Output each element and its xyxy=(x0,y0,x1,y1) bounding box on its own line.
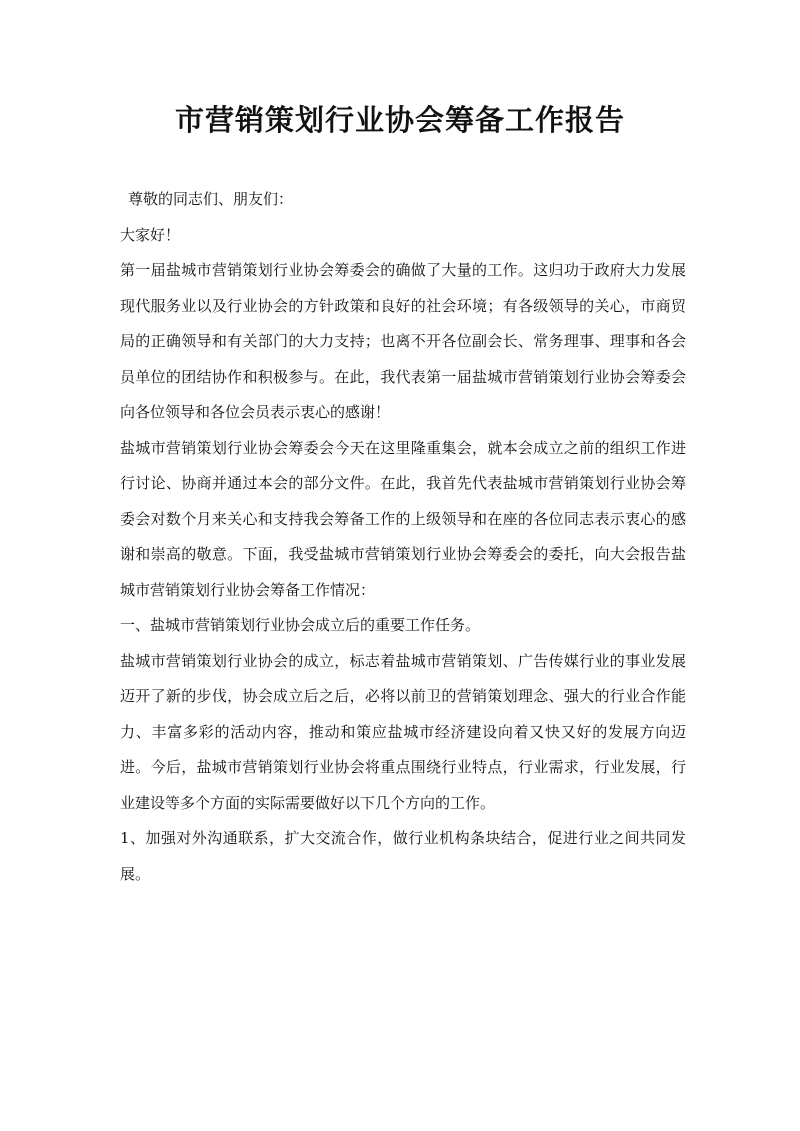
list-item-1: 1、加强对外沟通联系，扩大交流合作，做行业机构条块结合，促进行业之间共同发展。 xyxy=(120,829,686,883)
greeting: 大家好！ xyxy=(120,225,181,244)
document-title: 市营销策划行业协会筹备工作报告 xyxy=(174,103,625,137)
paragraph-acknowledgement: 第一届盐城市营销策划行业协会筹委会的确做了大量的工作。这归功于政府大力发展现代服务业以及行业协会的方针政策和良好的社会环境；有各级领导的关心，市商贸局的正确领导和有关部门的大力支持；也离不开各位副会长、常务理事、理事和各会员单位的团结协作和积极参与。在此，我代表第一届盐城市营销策划行业协会筹委会向各位领导和各位会员表示衷心的感谢！ xyxy=(120,261,686,421)
document-body xyxy=(120,182,686,892)
section-heading-1: 一、盐城市营销策划行业协会成立后的重要工作任务。 xyxy=(120,616,481,634)
salutation: 尊敬的同志们、朋友们： xyxy=(128,190,294,208)
paragraph-association-significance: 盐城市营销策划行业协会的成立，标志着盐城市营销策划、广告传媒行业的事业发展迈开了新的步伐，协会成立后之后，必将以前卫的营销策划理念、强大的行业合作能力、丰富多彩的活动内容，推动和策应盐城市经济建设向着又快又好的发展方向迈进。今后，盐城市营销策划行业协会将重点围绕行业特点，行业需求，行业发展，行业建设等多个方面的实际需要做好以下几个方向的工作。 xyxy=(120,651,686,812)
paragraph-meeting-purpose: 盐城市营销策划行业协会筹委会今天在这里隆重集会，就本会成立之前的组织工作进行讨论、协商并通过本会的部分文件。在此，我首先代表盐城市营销策划行业协会筹委会对数个月来关心和支持我会筹备工作的上级领导和在座的各位同志表示衷心的感谢和崇高的敬意。下面，我受盐城市营销策划行业协会筹委会的委托，向大会报告盐城市营销策划行业协会筹备工作情况： xyxy=(120,438,686,599)
